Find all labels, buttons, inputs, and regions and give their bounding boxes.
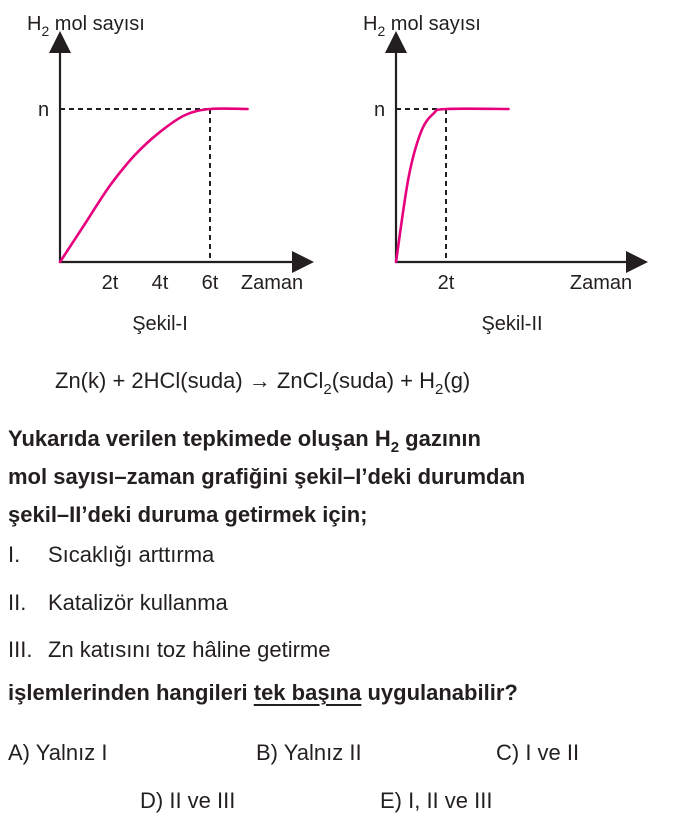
- x-tick-label: 4t: [151, 272, 169, 294]
- chart-sekil-2: [363, 13, 637, 335]
- x-axis-label: Zaman: [569, 272, 633, 294]
- reaction-equation: [55, 368, 471, 398]
- reaction-h-rest: (g): [443, 368, 471, 393]
- chart-sekil-1: [27, 13, 303, 335]
- series-line: [60, 109, 248, 262]
- x-tick-label: 2t: [101, 272, 119, 294]
- choice-e[interactable]: E) I, II ve III: [380, 788, 493, 813]
- reaction-zncl: ZnCl: [276, 368, 324, 393]
- x-axis-label: Zaman: [240, 272, 304, 294]
- reaction-zncl-sub: 2: [323, 381, 332, 398]
- question-end: [8, 680, 518, 706]
- question-end-underlined: tek başına: [253, 680, 362, 705]
- option-item-1: [8, 542, 214, 568]
- reaction-h-sub: 2: [435, 381, 444, 398]
- option-text-3: Zn katısını toz hâline getirme: [48, 637, 331, 662]
- question-end-b: uygulanabilir?: [361, 680, 518, 705]
- figure-caption: Şekil-II: [481, 313, 543, 335]
- reaction-zncl-rest: (suda) + H: [331, 368, 436, 393]
- choice-c[interactable]: C) I ve II: [496, 740, 580, 765]
- question-line-1-sub: 2: [390, 439, 400, 456]
- y-axis-label: $H_2$ mol sayısı: [363, 13, 481, 39]
- option-text-2: Katalizör kullanma: [48, 590, 228, 615]
- question-stem: [8, 420, 674, 534]
- figure-caption: Şekil-I: [132, 313, 188, 335]
- option-item-2: [8, 590, 228, 616]
- reaction-arrow: →: [248, 368, 271, 393]
- question-line-1-a: Yukarıda verilen tepkimede oluşan H: [8, 426, 391, 451]
- charts-area: [0, 0, 682, 360]
- question-end-a: işlemlerinden hangileri: [8, 680, 254, 705]
- option-num-3: III.: [8, 637, 33, 662]
- question-line-1-b: gazının: [399, 426, 481, 451]
- y-tick-label: n: [38, 99, 50, 121]
- series-line: [396, 109, 509, 262]
- option-num-2: II.: [8, 590, 27, 615]
- option-text-1: Sıcaklığı arttırma: [48, 542, 215, 567]
- choice-b[interactable]: B) Yalnız II: [256, 740, 362, 765]
- option-item-3: [8, 637, 330, 663]
- y-tick-label: n: [374, 99, 386, 121]
- reaction-reactants: Zn(k) + 2HCl(suda): [55, 368, 243, 393]
- choice-d[interactable]: D) II ve III: [140, 788, 236, 813]
- y-axis-label: $H_2$ mol sayısı: [27, 13, 145, 39]
- choice-a[interactable]: A) Yalnız I: [8, 740, 108, 765]
- question-line-1: [8, 420, 674, 458]
- option-num-1: I.: [8, 542, 21, 567]
- question-line-3: şekil–II’deki duruma getirmek için;: [8, 502, 368, 527]
- x-tick-label: 6t: [201, 272, 219, 294]
- x-tick-label: 2t: [437, 272, 455, 294]
- question-line-2: mol sayısı–zaman grafiğini şekil–I’deki durumdan: [8, 464, 526, 489]
